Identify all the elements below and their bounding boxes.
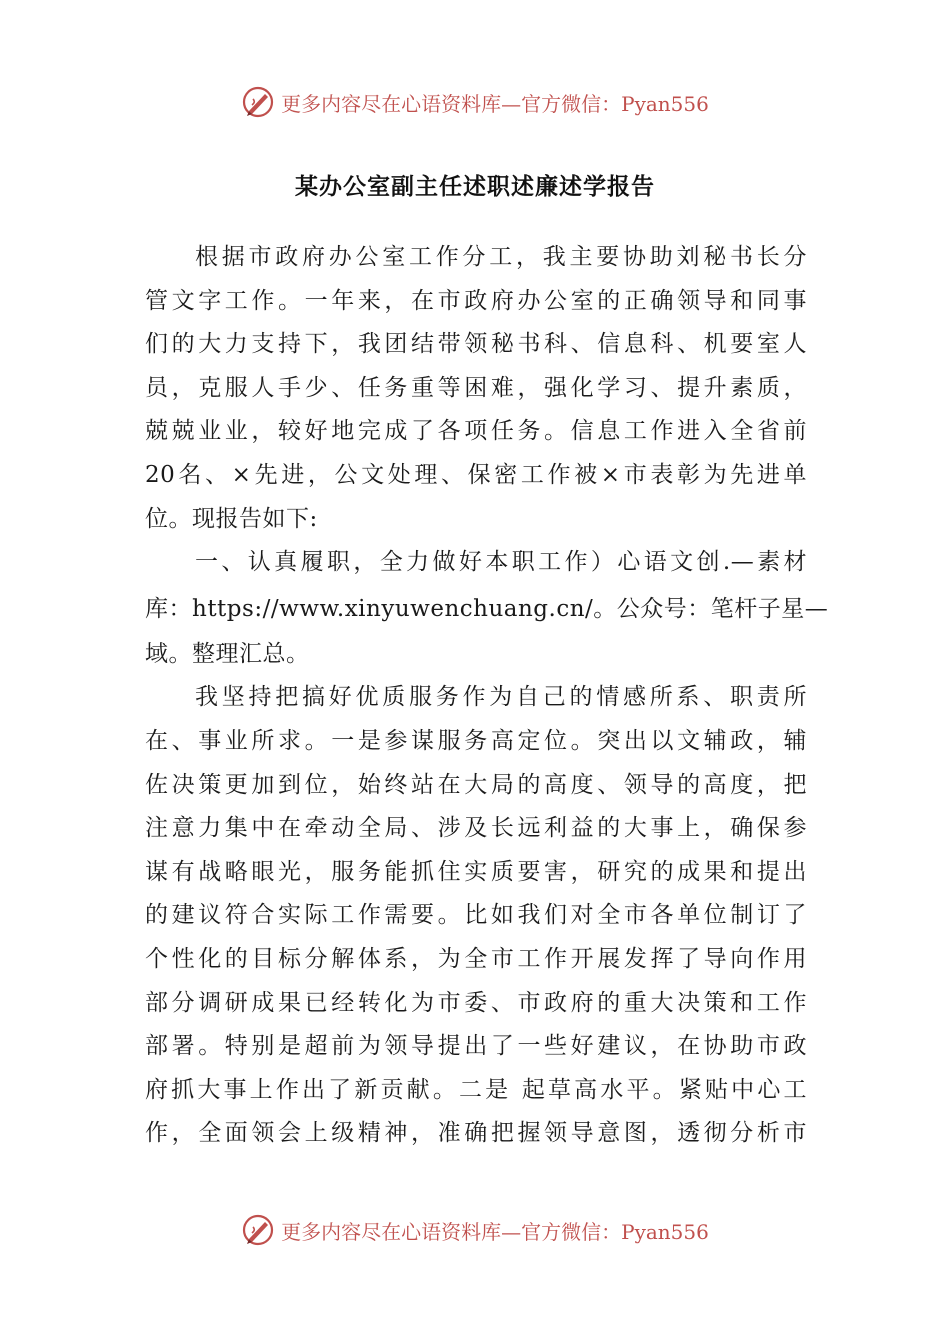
text-line: 部署。特别是超前为领导提出了一些好建议，在协助市政 — [145, 1033, 807, 1060]
text-line: 位。现报告如下: — [145, 505, 318, 532]
text-line: 作，全面领会上级精神，准确把握领导意图，透彻分析市 — [145, 1120, 807, 1147]
text-line: 注意力集中在牵动全局、涉及长远利益的大事上，确保参 — [145, 815, 807, 842]
text-line: 们的大力支持下，我团结带领秘书科、信息科、机要室人 — [145, 331, 807, 358]
header-banner — [0, 82, 950, 122]
text-line: 域。整理汇总。 — [145, 640, 310, 667]
text-line: 谋有战略眼光，服务能抓住实质要害，研究的成果和提出 — [145, 858, 807, 885]
text-line: 的建议符合实际工作需要。比如我们对全市各单位制订了 — [145, 902, 807, 929]
text-line: 根据市政府办公室工作分工，我主要协助刘秘书长分 — [195, 244, 807, 270]
url-line: 库：https://www.xinyuwenchuang.cn/。公众号：笔杆子星— — [145, 595, 829, 622]
text-line: 员，克服人手少、任务重等困难，强化学习、提升素质， — [145, 374, 807, 401]
pen-logo-icon — [241, 1213, 275, 1247]
text-line: 部分调研成果已经转化为市委、市政府的重大决策和工作 — [145, 989, 807, 1016]
banner-text: 更多内容尽在心语资料库—官方微信：Pyan556 — [281, 91, 709, 116]
text-line: 佐决策更加到位，始终站在大局的高度、领导的高度，把 — [145, 771, 807, 798]
pen-logo-icon — [241, 85, 275, 119]
text-line: 管文字工作。一年来，在市政府办公室的正确领导和同事 — [145, 287, 807, 314]
section-heading-line: 一、认真履职，全力做好本职工作）心语文创.—素材 — [195, 549, 807, 576]
banner-text: 更多内容尽在心语资料库—官方微信：Pyan556 — [281, 1219, 709, 1244]
document-body — [145, 236, 829, 1156]
text-line: 在、事业所求。一是参谋服务高定位。突出以文辅政，辅 — [145, 727, 807, 754]
text-line: 个性化的目标分解体系，为全市工作开展发挥了导向作用 — [145, 945, 807, 972]
text-line: 府抓大事上作出了新贡献。二是 起草高水平。紧贴中心工 — [145, 1076, 807, 1103]
document-title: 某办公室副主任述职述廉述学报告 — [295, 173, 655, 200]
text-line: 20名、×先进，公文处理、保密工作被×市表彰为先进单 — [145, 461, 807, 488]
footer-banner — [0, 1210, 950, 1250]
text-line: 我坚持把搞好优质服务作为自己的情感所系、职责所 — [195, 684, 807, 711]
text-line: 兢兢业业，较好地完成了各项任务。信息工作进入全省前 — [145, 418, 807, 445]
